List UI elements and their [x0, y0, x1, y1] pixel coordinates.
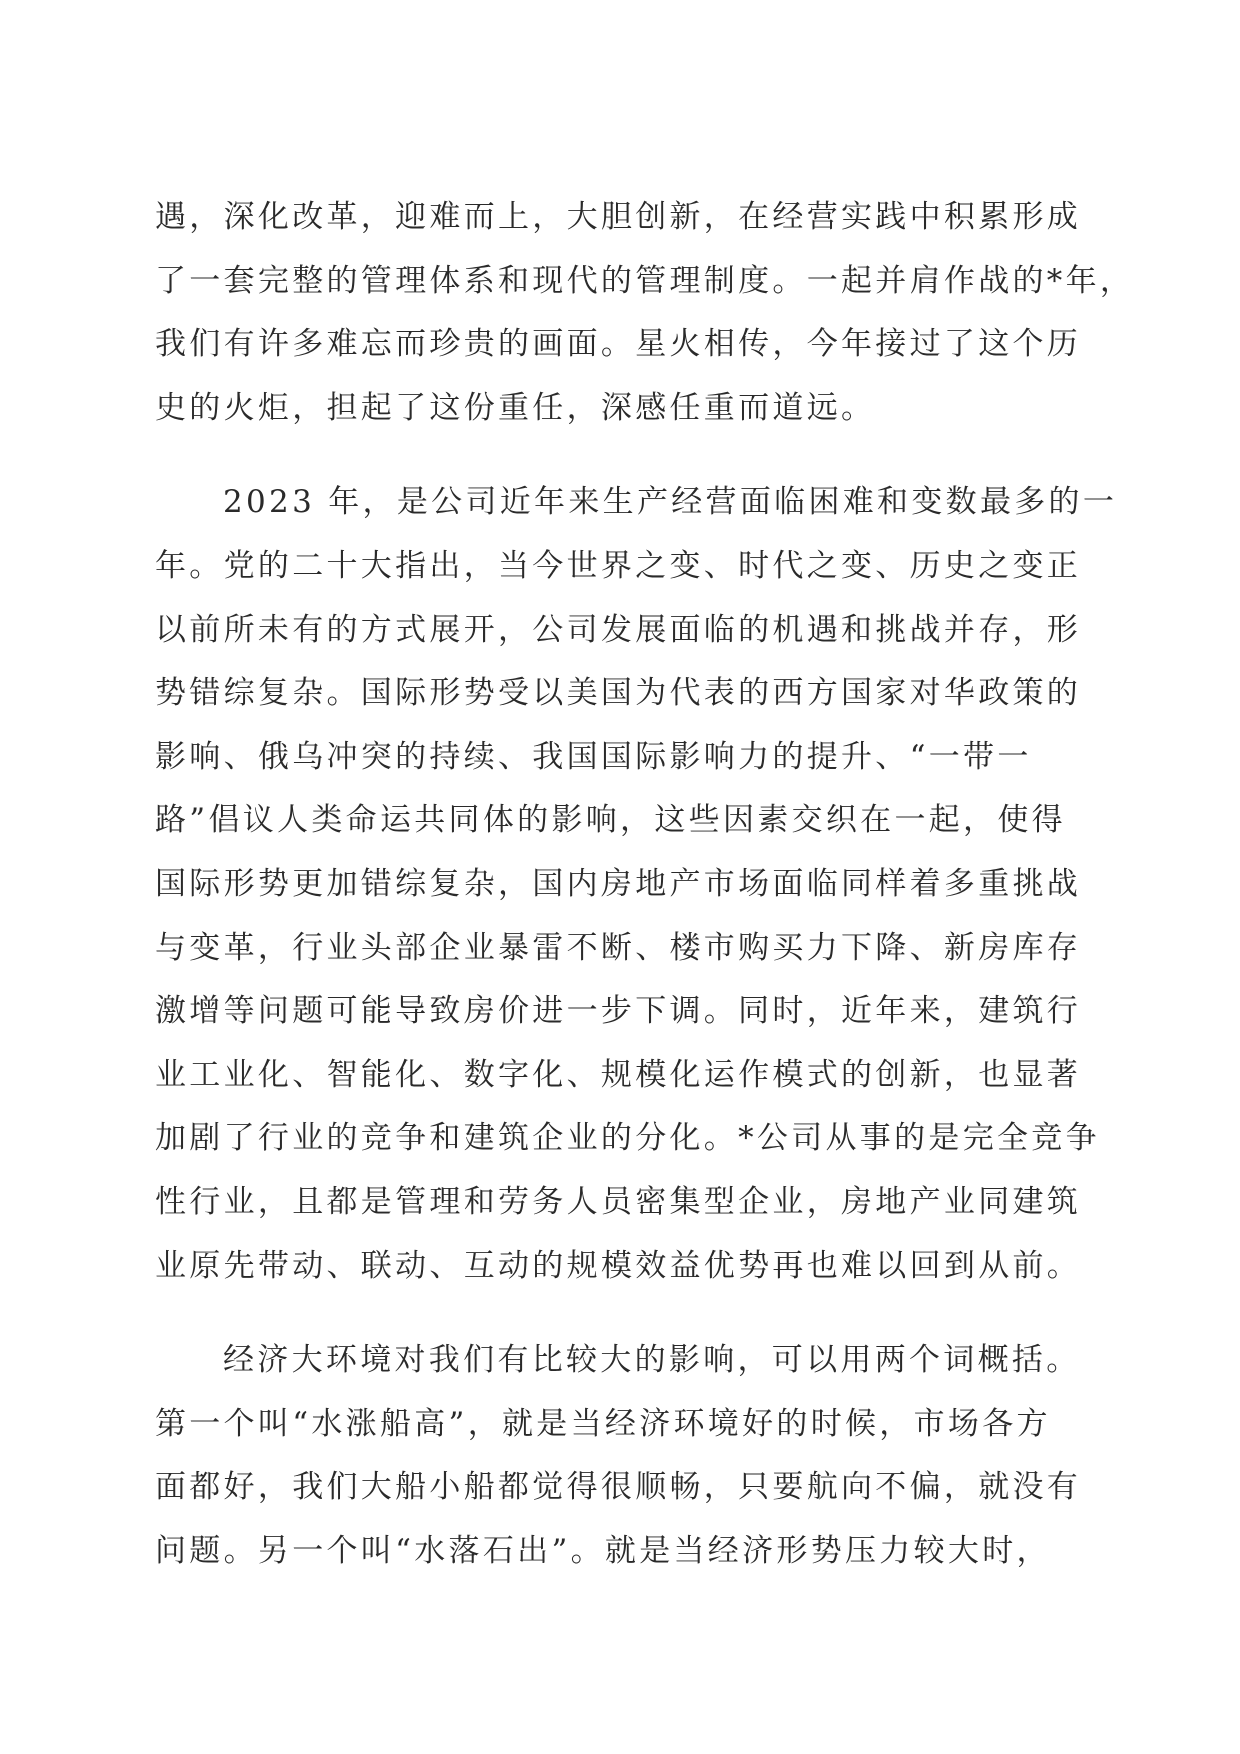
- text-line: 面都好，我们大船小船都觉得很顺畅，只要航向不偏，就没有: [155, 1469, 1082, 1506]
- text-line: 史的火炬，担起了这份重任，深感任重而道远。: [155, 389, 876, 426]
- text-line: 激增等问题可能导致房价进一步下调。同时，近年来，建筑行: [155, 993, 1082, 1030]
- text-line: 势错综复杂。国际形势受以美国为代表的西方国家对华政策的: [155, 675, 1082, 712]
- text-line: 我们有许多难忘而珍贵的画面。星火相传，今年接过了这个历: [155, 326, 1082, 363]
- paragraph-spacing: [155, 440, 1085, 471]
- text-line: 国际形势更加错综复杂，国内房地产市场面临同样着多重挑战: [155, 865, 1082, 902]
- paragraph-1: [155, 186, 1135, 440]
- text-line: 与变革，行业头部企业暴雷不断、楼市购买力下降、新房库存: [155, 929, 1082, 966]
- text-line: 性行业，且都是管理和劳务人员密集型企业，房地产业同建筑: [155, 1183, 1082, 1220]
- paragraph-3: [155, 1329, 1085, 1583]
- text-line: 问题。另一个叫“水落石出”。就是当经济形势压力较大时，: [155, 1532, 1051, 1569]
- text-line: 以前所未有的方式展开，公司发展面临的机遇和挑战并存，形: [155, 611, 1082, 648]
- text-line: 业工业化、智能化、数字化、规模化运作模式的创新，也显著: [155, 1056, 1082, 1093]
- body-text: [155, 186, 1135, 1583]
- text-line: 了一套完整的管理体系和现代的管理制度。一起并肩作战的*年，: [155, 262, 1135, 299]
- paragraph-spacing: [155, 1298, 1085, 1329]
- text-line: 第一个叫“水涨船高”，就是当经济环境好的时候，市场各方: [155, 1405, 1051, 1442]
- text-line: 年。党的二十大指出，当今世界之变、时代之变、历史之变正: [155, 547, 1082, 584]
- text-line: 路”倡议人类命运共同体的影响，这些因素交织在一起，使得: [155, 802, 1066, 839]
- text-line: 业原先带动、联动、互动的规模效益优势再也难以回到从前。: [155, 1247, 1082, 1284]
- text-line: 遇，深化改革，迎难而上，大胆创新，在经营实践中积累形成: [155, 199, 1082, 235]
- paragraph-2: [155, 471, 1118, 1298]
- text-line: 2023 年，是公司近年来生产经营面临困难和变数最多的一: [223, 484, 1118, 521]
- text-line: 影响、俄乌冲突的持续、我国国际影响力的提升、“一带一: [155, 738, 1032, 775]
- text-line: 加剧了行业的竞争和建筑企业的分化。*公司从事的是完全竞争: [155, 1120, 1100, 1157]
- text-line: 经济大环境对我们有比较大的影响，可以用两个词概括。: [223, 1342, 1081, 1379]
